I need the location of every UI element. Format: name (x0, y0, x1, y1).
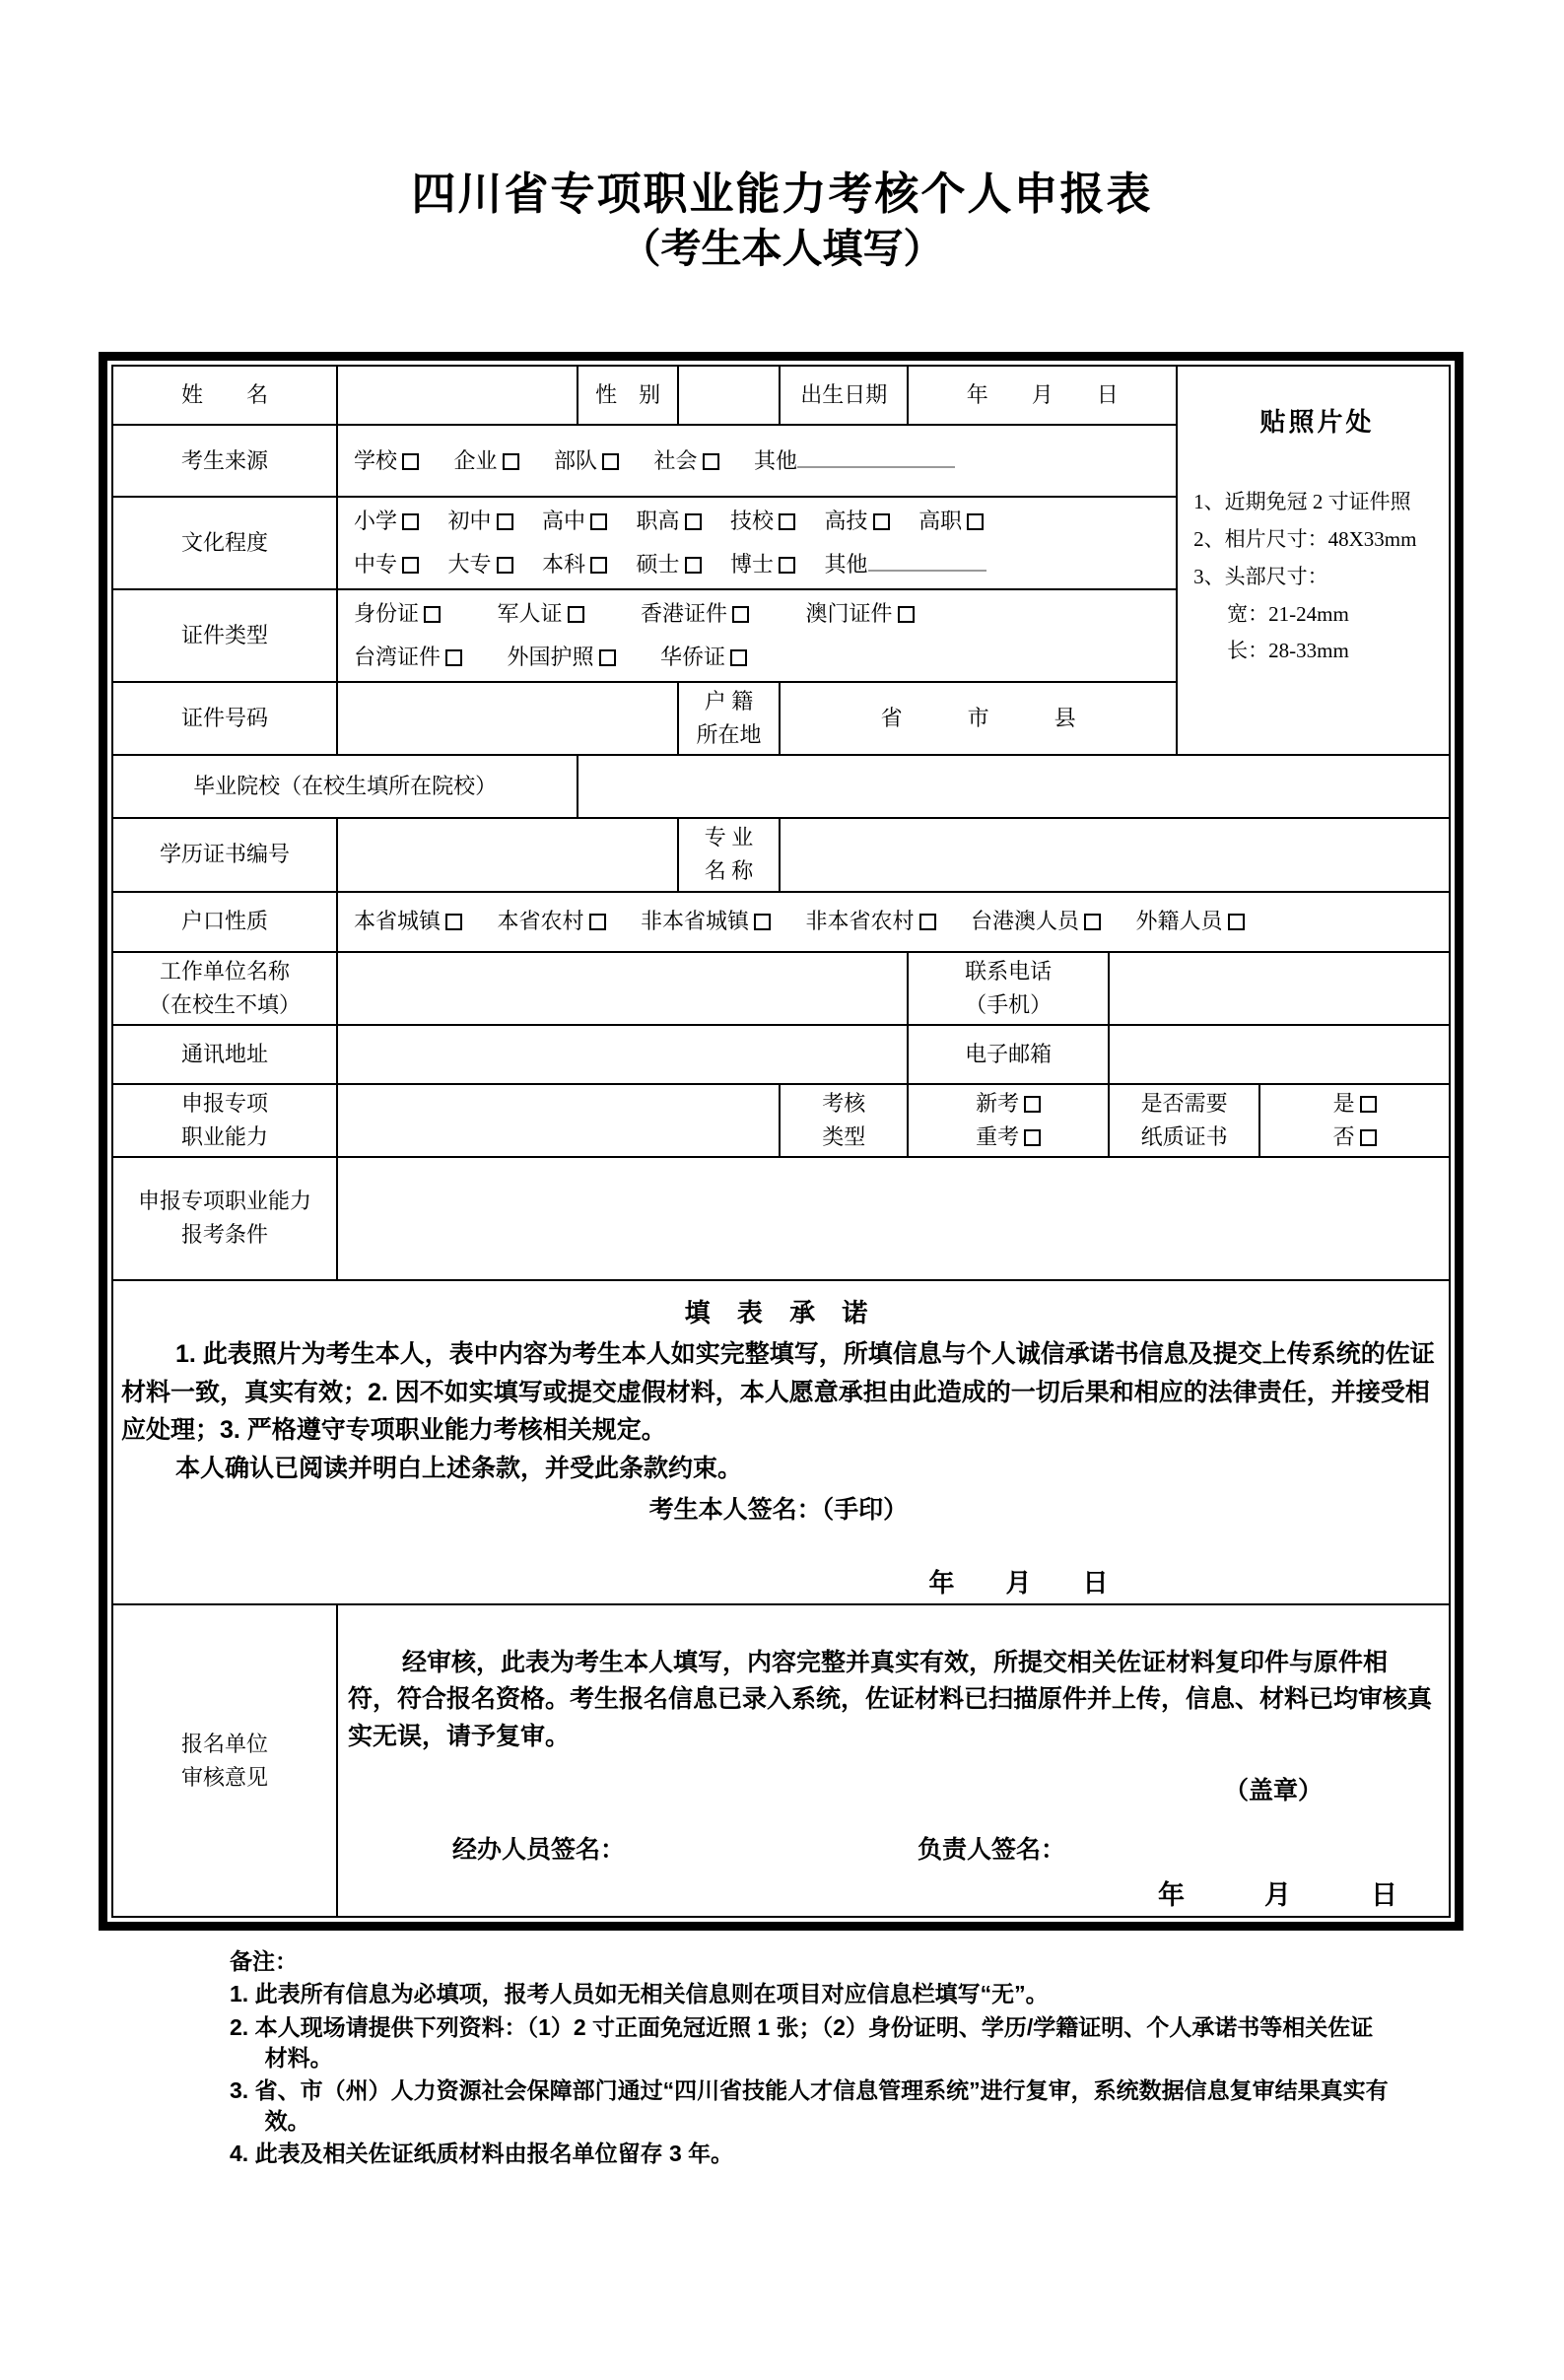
option-label: 高技 (824, 509, 868, 534)
checkbox-icon (779, 557, 795, 574)
row-ability (112, 1084, 1450, 1157)
checkbox-icon (402, 557, 419, 574)
checkbox-icon (590, 513, 607, 530)
checkbox-icon (1024, 1129, 1041, 1146)
education-label: 文化程度 (112, 497, 337, 589)
row-hukou (112, 892, 1450, 952)
option-label: 中专 (353, 552, 397, 578)
checkbox-icon (1024, 1096, 1041, 1113)
manager-signature-line: 负责人签名： (917, 1836, 1065, 1865)
id-type-options-cell (337, 589, 1177, 682)
option-label: 非本省农村 (805, 909, 915, 934)
source-label: 考生来源 (112, 425, 337, 497)
checkbox-icon (703, 453, 719, 470)
review-paragraph: 经审核，此表为考生本人填写，内容完整并真实有效，所提交相关佐证材料复印件与原件相符，符合报名资格。考生报名信息已录入系统，佐证材料已扫描原件并上传，信息、材料已均审核真实无误，请予复审。 (347, 1648, 1432, 1750)
photo-note: 3、头部尺寸： (1193, 564, 1328, 588)
checkbox-icon (685, 513, 702, 530)
checkbox-icon (402, 513, 419, 530)
note-item: 4. 此表及相关佐证纸质材料由报名单位留存 3 年。 (230, 2140, 734, 2166)
phone-value-cell (1109, 952, 1450, 1025)
application-form-table (99, 352, 1463, 1931)
employer-value-cell (337, 952, 908, 1025)
employer-label: 工作单位名称 （在校生不填） (112, 952, 337, 1025)
paper-cert-options-cell (1259, 1084, 1450, 1157)
option-label: 本省农村 (497, 909, 584, 934)
photo-area-title: 贴照片处 (1259, 408, 1375, 438)
row-cert-no (112, 818, 1450, 891)
row-employer (112, 952, 1450, 1025)
checkbox-icon (1228, 914, 1245, 930)
exam-type-options-cell (908, 1084, 1109, 1157)
pledge-cell (112, 1280, 1450, 1604)
option-label: 否 (1332, 1123, 1355, 1149)
option-label: 初中 (447, 509, 492, 534)
option-label: 大专 (447, 552, 492, 578)
row-school (112, 755, 1450, 818)
option-label: 小学 (353, 509, 397, 534)
photo-note: 宽：21-24mm (1227, 601, 1349, 626)
checkbox-icon (497, 513, 513, 530)
option-label: 是 (1332, 1090, 1355, 1116)
note-item: 1. 此表所有信息为必填项，报考人员如无相关信息则在项目对应信息栏填写“无”。 (230, 1981, 1049, 2007)
school-label: 毕业院校（在校生填所在院校） (112, 755, 578, 818)
education-options-cell (337, 497, 1177, 589)
registry-value-cell: 省 市 县 (780, 682, 1177, 755)
option-label: 高职 (918, 509, 963, 534)
photo-note: 长：28-33mm (1227, 639, 1349, 663)
checkbox-icon (919, 914, 936, 930)
option-label: 台湾证件 (353, 645, 441, 670)
checkbox-icon (685, 557, 702, 574)
hukou-options-cell (337, 892, 1450, 952)
handler-signature-line: 经办人员签名： (451, 1836, 625, 1865)
review-label: 报名单位 审核意见 (112, 1604, 337, 1918)
option-label: 外籍人员 (1135, 909, 1223, 934)
row-conditions (112, 1157, 1450, 1280)
option-label: 身份证 (353, 601, 419, 627)
address-value-cell (337, 1025, 908, 1084)
other-label: 其他 (824, 552, 868, 578)
cert-no-value-cell (337, 818, 678, 891)
checkbox-icon (590, 557, 607, 574)
pledge-confirmation: 本人确认已阅读并明白上述条款，并受此条款约束。 (175, 1455, 743, 1483)
gender-value-cell (678, 366, 780, 425)
conditions-label: 申报专项职业能力 报考条件 (112, 1157, 337, 1280)
pledge-signature-line: 考生本人签名：（手印） (648, 1495, 909, 1524)
pledge-date-line: 年 月 日 (928, 1567, 1109, 1598)
option-label: 台港澳人员 (971, 909, 1080, 934)
option-label: 外国护照 (507, 645, 594, 670)
checkbox-icon (1360, 1096, 1377, 1113)
ability-value-cell (337, 1084, 780, 1157)
option-label: 本省城镇 (353, 909, 441, 934)
option-label: 高中 (542, 509, 586, 534)
option-label: 职高 (636, 509, 680, 534)
checkbox-icon (732, 606, 749, 623)
option-label: 硕士 (636, 552, 680, 578)
notes-title: 备注： (230, 1948, 298, 1975)
option-label: 华侨证 (660, 645, 726, 670)
name-value-cell (337, 366, 578, 425)
review-cell (337, 1604, 1450, 1918)
checkbox-icon (589, 914, 606, 930)
checkbox-icon (1360, 1129, 1377, 1146)
row-address (112, 1025, 1450, 1084)
name-label: 姓 名 (112, 366, 337, 425)
checkbox-icon (445, 914, 462, 930)
option-label: 部队 (554, 447, 598, 473)
checkbox-icon (402, 453, 419, 470)
option-label: 社会 (653, 447, 698, 473)
checkbox-icon (873, 513, 890, 530)
option-label: 非本省城镇 (641, 909, 750, 934)
option-label: 香港证件 (641, 601, 728, 627)
page-title: 四川省专项职业能力考核个人申报表 (411, 170, 1153, 219)
major-label: 专 业 名 称 (678, 818, 780, 891)
school-value-cell (578, 755, 1450, 818)
option-label: 重考 (976, 1123, 1020, 1149)
checkbox-icon (568, 606, 584, 623)
checkbox-icon (730, 649, 747, 666)
checkbox-icon (424, 606, 441, 623)
pledge-title: 填 表 承 诺 (684, 1297, 878, 1327)
conditions-value-cell (337, 1157, 1450, 1280)
option-label: 技校 (730, 509, 775, 534)
note-item: 2. 本人现场请提供下列资料：（1）2 寸正面免冠近照 1 张；（2）身份证明、学历/学籍证明、个人承诺书等相关佐证材料。 (230, 2013, 1374, 2071)
option-label: 新考 (976, 1090, 1020, 1116)
option-label: 博士 (730, 552, 775, 578)
gender-label: 性 别 (578, 366, 678, 425)
note-item: 3. 省、市（州）人力资源社会保障部门通过“四川省技能人才信息管理系统”进行复审，系统数据信息复审结果真实有效。 (230, 2076, 1389, 2134)
review-date-line: 年 月 日 (1158, 1880, 1397, 1911)
phone-label: 联系电话 （手机） (908, 952, 1109, 1025)
photo-area (1177, 366, 1450, 755)
birth-date-label: 出生日期 (780, 366, 908, 425)
option-label: 学校 (353, 447, 397, 473)
checkbox-icon (898, 606, 915, 623)
major-value-cell (780, 818, 1450, 891)
id-number-value-cell (337, 682, 678, 755)
other-label: 其他 (754, 447, 798, 473)
checkbox-icon (445, 649, 462, 666)
checkbox-icon (503, 453, 519, 470)
checkbox-icon (754, 914, 771, 930)
id-number-label: 证件号码 (112, 682, 337, 755)
hukou-label: 户口性质 (112, 892, 337, 952)
row-review (112, 1604, 1450, 1918)
option-label: 澳门证件 (805, 601, 893, 627)
notes-section (230, 1946, 1393, 2168)
photo-note: 1、近期免冠 2 寸证件照 (1193, 490, 1411, 514)
checkbox-icon (967, 513, 984, 530)
option-label: 军人证 (497, 601, 563, 627)
row-name (112, 366, 1450, 425)
email-label: 电子邮箱 (908, 1025, 1109, 1084)
pledge-paragraph: 1. 此表照片为考生本人，表中内容为考生本人如实完整填写，所填信息与个人诚信承诺书信息及提交上传系统的佐证材料一致，真实有效；2. 因不如实填写或提交虚假材料，本人愿意承担由此造成的一切后果和相应的法律责任，并接受相应处理；3. 严格遵守专项职业能力考核相关规定。 (121, 1339, 1435, 1445)
photo-note: 2、相片尺寸：48X33mm (1193, 526, 1417, 551)
checkbox-icon (602, 453, 619, 470)
seal-label: （盖章） (1223, 1777, 1323, 1805)
row-pledge (112, 1280, 1450, 1604)
option-label: 企业 (453, 447, 498, 473)
blank-line (797, 460, 955, 468)
page-subtitle: （考生本人填写） (620, 226, 944, 271)
source-options-cell (337, 425, 1177, 497)
blank-line (868, 564, 986, 572)
checkbox-icon (497, 557, 513, 574)
birth-date-value-cell: 年 月 日 (908, 366, 1177, 425)
address-label: 通讯地址 (112, 1025, 337, 1084)
email-value-cell (1109, 1025, 1450, 1084)
checkbox-icon (599, 649, 616, 666)
option-label: 本科 (542, 552, 586, 578)
checkbox-icon (779, 513, 795, 530)
cert-no-label: 学历证书编号 (112, 818, 337, 891)
paper-cert-label: 是否需要 纸质证书 (1109, 1084, 1259, 1157)
id-type-label: 证件类型 (112, 589, 337, 682)
registry-label: 户 籍 所在地 (678, 682, 780, 755)
exam-type-label: 考核 类型 (780, 1084, 908, 1157)
ability-label: 申报专项 职业能力 (112, 1084, 337, 1157)
checkbox-icon (1084, 914, 1101, 930)
